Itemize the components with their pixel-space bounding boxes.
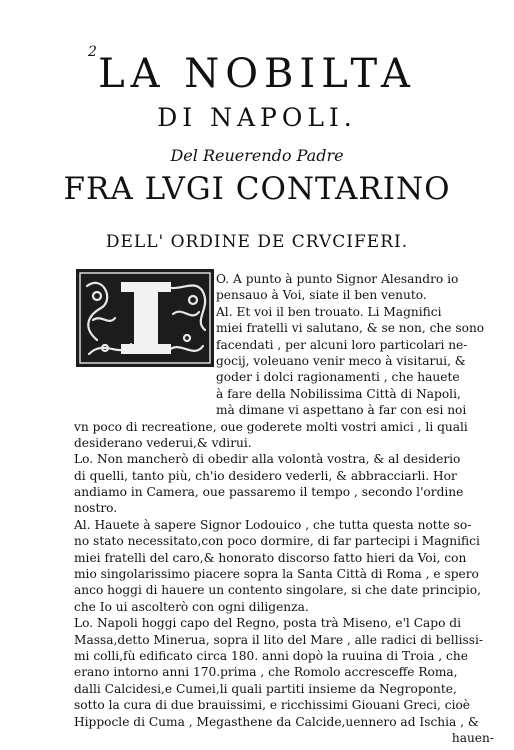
title-line-1: LA NOBILTA bbox=[98, 51, 416, 97]
text-line: mà dimane vi aspettano à far con esi noi bbox=[216, 403, 467, 418]
text-line: vn poco di recreatione, oue goderete molti vostri amici , li quali bbox=[74, 419, 468, 434]
text-line: hauen- bbox=[451, 730, 494, 745]
page-number: 2 bbox=[88, 44, 97, 60]
text-line: nostro. bbox=[74, 501, 118, 516]
text-line: andiamo in Camera, oue passaremo il tempo , secondo l'ordine bbox=[74, 485, 464, 500]
text-line: Al. Et voi il ben trouato. Li Magnifici bbox=[216, 304, 442, 319]
text-line: mio singolarissimo piacere sopra la Santa Città di Roma , e spero bbox=[74, 567, 479, 582]
text-line: facendati , per alcuni loro particolari ne- bbox=[216, 337, 468, 352]
text-line: mi colli,fù edificato circa 180. anni dopò la ruuina di Troia , che bbox=[74, 648, 468, 663]
text-line: miei fratelli vi salutano, & se non, che sono bbox=[216, 321, 485, 336]
text-line: pensauo à Voi, siate il ben venuto. bbox=[216, 288, 427, 303]
text-line: sotto la cura di due brauissimi, e ricchissimi Giouani Greci, cioè bbox=[74, 698, 471, 713]
text-line: no stato necessitato,con poco dormire, di far partecipi i Magnifici bbox=[74, 534, 480, 549]
text-line: O. A punto à punto Signor Alesandro io bbox=[216, 272, 459, 286]
text-line: desideranο vederui,& vdirui. bbox=[74, 435, 252, 450]
text-line: Massa,detto Minerua, sopra il lito del Mare , alle radici di bellissi- bbox=[74, 632, 484, 647]
text-line: anco hoggi di hauere un contento singolare, si che date principio, bbox=[74, 583, 481, 598]
body-text bbox=[74, 271, 494, 746]
text-line: di quelli, tanto più, ch'io desidero vederli, & abbracciarli. Hor bbox=[74, 468, 457, 483]
text-line: goder i dolci ragionamenti , che hauete bbox=[216, 370, 460, 385]
text-line: miei fratelli del caro,& honorato discorso fatto hieri da Voi, con bbox=[74, 550, 467, 565]
text-line: Lo. Non mancherò di obedir alla volontà vostra, & al desiderio bbox=[74, 452, 461, 467]
text-line: erano intorno anni 170.prima , che Romolo accresceffe Roma, bbox=[74, 665, 458, 680]
author-name: FRA LVGI CONTARINO bbox=[63, 171, 451, 207]
title-line-2: DI NAPOLI. bbox=[157, 103, 357, 132]
subtitle: Del Reuerendo Padre bbox=[170, 146, 344, 165]
text-line: à fare della Nobilissima Città di Napoli, bbox=[216, 386, 461, 401]
text-line: che Io ui ascolterò con ogni diligenza. bbox=[74, 599, 309, 614]
text-line: gocij, voleuano venir meco à visitarui, & bbox=[216, 353, 466, 368]
text-line: dalli Calcidesi,e Cumei,li quali partiti insieme da Negroponte, bbox=[74, 681, 457, 696]
religious-order: DELL' ORDINE DE CRVCIFERI. bbox=[105, 232, 409, 252]
text-line: Al. Hauete à sapere Signor Lodouico , che tutta questa notte so- bbox=[74, 517, 472, 532]
text-line: Lo. Napoli hoggi capo del Regno, posta trà Miseno, e'l Capo di bbox=[74, 616, 461, 631]
text-line: Hippocle di Cuma , Megasthene da Calcide,uennero ad Ischia , & bbox=[74, 714, 479, 729]
